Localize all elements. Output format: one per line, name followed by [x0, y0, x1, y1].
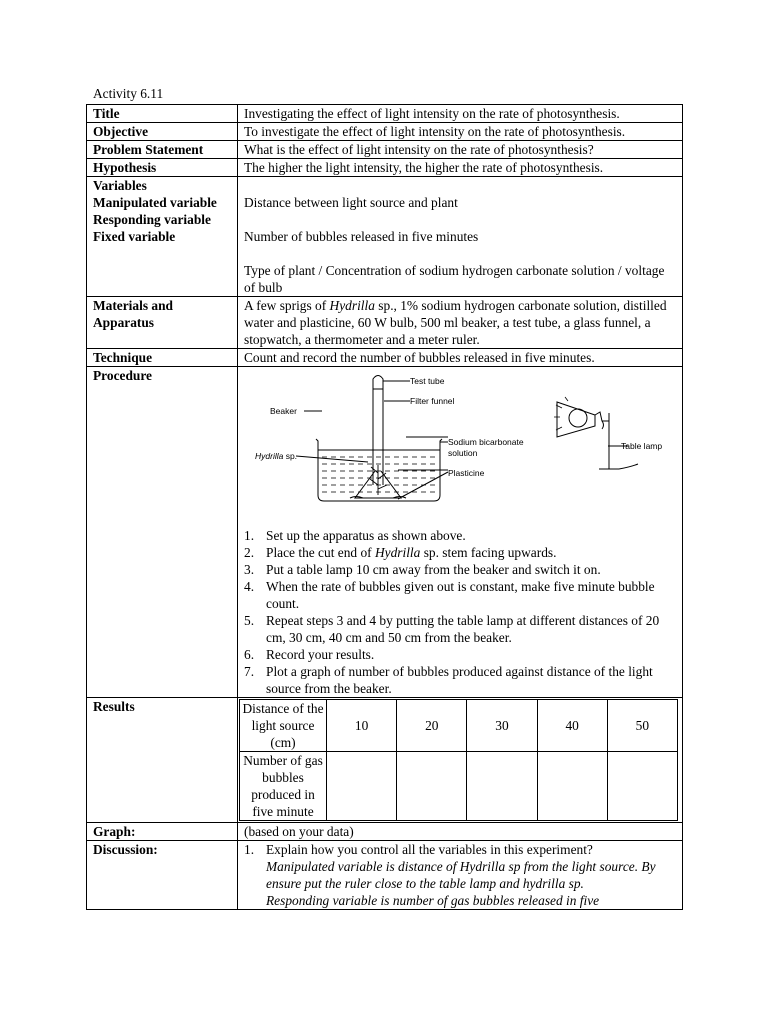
results-cell [238, 698, 683, 823]
label-filter-funnel: Filter funnel [410, 396, 455, 406]
table-row [87, 823, 683, 841]
table-row [87, 367, 683, 698]
manipulated-label: Manipulated variable [93, 195, 217, 210]
problem-statement-value: What is the effect of light intensity on the rate of photosynthesis? [238, 141, 683, 159]
list-item: 5. Repeat steps 3 and 4 by putting the table lamp at different distances of 20 cm, 30 cm, 40 cm and 50 cm from the beaker. [244, 613, 660, 645]
objective-value: To investigate the effect of light intensity on the rate of photosynthesis. [238, 123, 683, 141]
table-row [87, 123, 683, 141]
table-row [87, 698, 683, 823]
label-sodium: Sodium bicarbonate [448, 437, 524, 447]
table-row [87, 141, 683, 159]
lamp-shade [557, 402, 595, 437]
bubbles-header: Number of gas bubbles produced in five minute [240, 752, 327, 821]
distance-value: 40 [537, 700, 607, 752]
hypothesis-label: Hypothesis [87, 159, 238, 177]
label-solution: solution [448, 448, 478, 458]
results-table [239, 699, 678, 821]
distance-header: Distance of the light source (cm) [240, 700, 327, 752]
graph-value: (based on your data) [238, 823, 683, 841]
activity-heading: Activity 6.11 [93, 86, 164, 101]
label-hydrilla: Hydrilla sp. [255, 451, 298, 461]
fixed-value: Type of plant / Concentration of sodium hydrogen carbonate solution / voltage of bulb [244, 263, 665, 295]
table-row [87, 349, 683, 367]
discussion-answer-2: Responding variable is number of gas bubbles released in five [266, 893, 600, 908]
label-table-lamp: Table lamp [621, 441, 663, 451]
table-row [87, 841, 683, 910]
title-label: Title [87, 105, 238, 123]
technique-value: Count and record the number of bubbles released in five minutes. [238, 349, 683, 367]
graph-label: Graph: [87, 823, 238, 841]
responding-value: Number of bubbles released in five minutes [244, 229, 479, 244]
distance-value: 10 [327, 700, 397, 752]
materials-value: A few sprigs of Hydrilla sp., 1% sodium hydrogen carbonate solution, distilled water and plasticine, 60 W bulb, 500 ml beaker, a test tube, a glass funnel, a stopwatch, a thermometer and a meter ruler. [238, 297, 683, 349]
distance-value: 30 [467, 700, 537, 752]
results-row-distance [240, 700, 678, 752]
discussion-question: 1. Explain how you control all the variables in this experiment? [244, 842, 593, 857]
fixed-label: Fixed variable [93, 229, 176, 244]
variables-label-cell [87, 177, 238, 297]
discussion-label: Discussion: [87, 841, 238, 910]
table-row [87, 177, 683, 297]
list-item: 1. Set up the apparatus as shown above. [244, 528, 466, 543]
apparatus-figure [238, 367, 682, 527]
label-beaker: Beaker [270, 406, 297, 416]
list-item: 2. Place the cut end of Hydrilla sp. stem facing upwards. [244, 545, 557, 560]
bubbles-cell[interactable] [327, 752, 397, 821]
results-row-bubbles [240, 752, 678, 821]
label-test-tube: Test tube [410, 376, 445, 386]
list-item: 7. Plot a graph of number of bubbles produced against distance of the light source from the beaker. [244, 664, 653, 696]
distance-value: 50 [607, 700, 677, 752]
distance-value: 20 [397, 700, 467, 752]
apparatus-diagram [238, 367, 689, 527]
title-value: Investigating the effect of light intensity on the rate of photosynthesis. [238, 105, 683, 123]
hypothesis-value: The higher the light intensity, the higher the rate of photosynthesis. [238, 159, 683, 177]
materials-label: Materials and Apparatus [87, 297, 238, 349]
table-row [87, 159, 683, 177]
manipulated-value: Distance between light source and plant [244, 195, 458, 210]
discussion-answer-1: Manipulated variable is distance of Hydrilla sp from the light source. By ensure put the ruler close to the table lamp and hydrilla sp. [266, 859, 656, 891]
bubbles-cell[interactable] [397, 752, 467, 821]
bubbles-cell[interactable] [467, 752, 537, 821]
bubbles-cell[interactable] [537, 752, 607, 821]
table-row [87, 105, 683, 123]
activity-table [86, 104, 683, 910]
list-item: 4. When the rate of bubbles given out is constant, make five minute bubble count. [244, 579, 655, 611]
objective-label: Objective [87, 123, 238, 141]
label-plasticine: Plasticine [448, 468, 485, 478]
list-item: 3. Put a table lamp 10 cm away from the beaker and switch it on. [244, 562, 601, 577]
variables-value-cell [238, 177, 683, 297]
procedure-label: Procedure [87, 367, 238, 698]
results-label: Results [87, 698, 238, 823]
responding-label: Responding variable [93, 212, 211, 227]
bubbles-cell[interactable] [607, 752, 677, 821]
problem-statement-label: Problem Statement [87, 141, 238, 159]
procedure-steps [244, 527, 678, 697]
variables-label: Variables [93, 178, 147, 193]
list-item: 6. Record your results. [244, 647, 375, 662]
table-row [87, 297, 683, 349]
procedure-cell [238, 367, 683, 698]
discussion-cell [238, 841, 683, 910]
technique-label: Technique [87, 349, 238, 367]
